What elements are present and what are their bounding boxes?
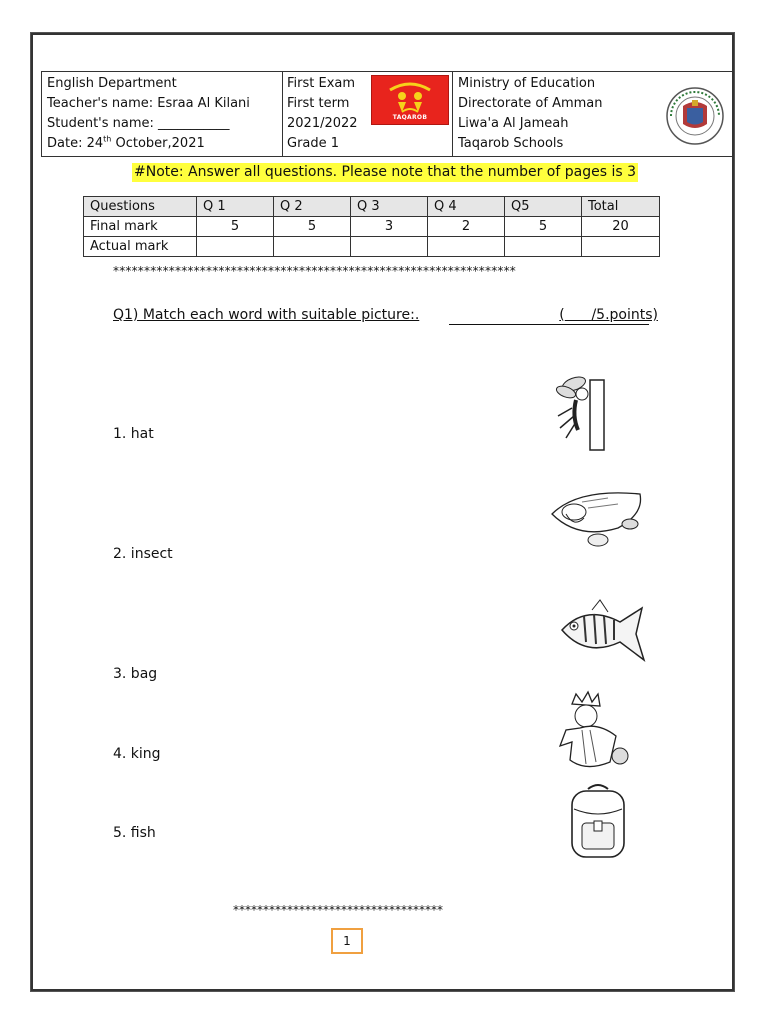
fish-picture[interactable] — [556, 594, 648, 670]
column-header: Q 1 — [197, 197, 274, 217]
word-item: 4. king — [113, 746, 161, 762]
marks-table — [83, 196, 660, 257]
header-right — [452, 72, 733, 156]
actual-mark-cell[interactable] — [505, 237, 582, 257]
word-item: 2. insect — [113, 546, 173, 562]
grade: Grade 1 — [287, 136, 340, 151]
column-header: Q5 — [505, 197, 582, 217]
points-label: ( /5.points) — [559, 307, 658, 323]
ministry: Ministry of Education — [458, 76, 596, 91]
word-item: 3. bag — [113, 666, 158, 682]
question-title: Q1) Match each word with suitable picture:. ( /5.points) — [113, 307, 658, 323]
header-left — [42, 72, 282, 156]
actual-mark-cell[interactable] — [582, 237, 660, 257]
divider-stars: ***************************************************************** — [113, 264, 516, 278]
school-name: Taqarob Schools — [458, 136, 564, 151]
actual-mark-cell[interactable] — [428, 237, 505, 257]
directorate: Directorate of Amman — [458, 96, 603, 111]
exam-name: First Exam — [287, 76, 356, 91]
row-label: Actual mark — [84, 237, 197, 257]
word-item: 1. hat — [113, 426, 154, 442]
row-label: Final mark — [84, 217, 197, 237]
divider-stars-bottom: *********************************** — [233, 903, 443, 917]
column-header: Q 4 — [428, 197, 505, 217]
table-row — [84, 217, 660, 237]
final-mark-cell: 5 — [505, 217, 582, 237]
hat-picture[interactable] — [548, 484, 648, 550]
word-item: 5. fish — [113, 825, 156, 841]
table-row — [84, 197, 660, 217]
academic-year: 2021/2022 — [287, 116, 358, 131]
exam-header — [41, 71, 734, 157]
teacher-name: Teacher's name: Esraa Al Kilani — [47, 96, 250, 111]
actual-mark-cell[interactable] — [274, 237, 351, 257]
final-mark-cell: 3 — [351, 217, 428, 237]
exam-term: First term — [287, 96, 350, 111]
actual-mark-cell[interactable] — [197, 237, 274, 257]
bag-picture[interactable] — [566, 783, 630, 861]
row-label: Questions — [84, 197, 197, 217]
final-mark-cell: 5 — [197, 217, 274, 237]
column-header: Total — [582, 197, 660, 217]
final-mark-cell: 2 — [428, 217, 505, 237]
table-row — [84, 237, 660, 257]
student-name: Student's name: ___________ — [47, 116, 230, 131]
final-mark-cell: 20 — [582, 217, 660, 237]
insect-picture[interactable] — [552, 372, 612, 452]
column-header: Q 2 — [274, 197, 351, 217]
note-highlight: #Note: Answer all questions. Please note that the number of pages is 3 — [133, 164, 636, 180]
king-picture[interactable] — [556, 690, 636, 774]
header-middle — [282, 72, 452, 156]
school-logo: TAQAROB — [371, 75, 449, 125]
actual-mark-cell[interactable] — [351, 237, 428, 257]
liwa: Liwa'a Al Jameah — [458, 116, 569, 131]
final-mark-cell: 5 — [274, 217, 351, 237]
column-header: Q 3 — [351, 197, 428, 217]
ministry-emblem — [663, 86, 727, 146]
page-number: 1 — [331, 928, 363, 954]
exam-date: Date: 24th October,2021 — [47, 134, 205, 151]
department: English Department — [47, 76, 177, 91]
